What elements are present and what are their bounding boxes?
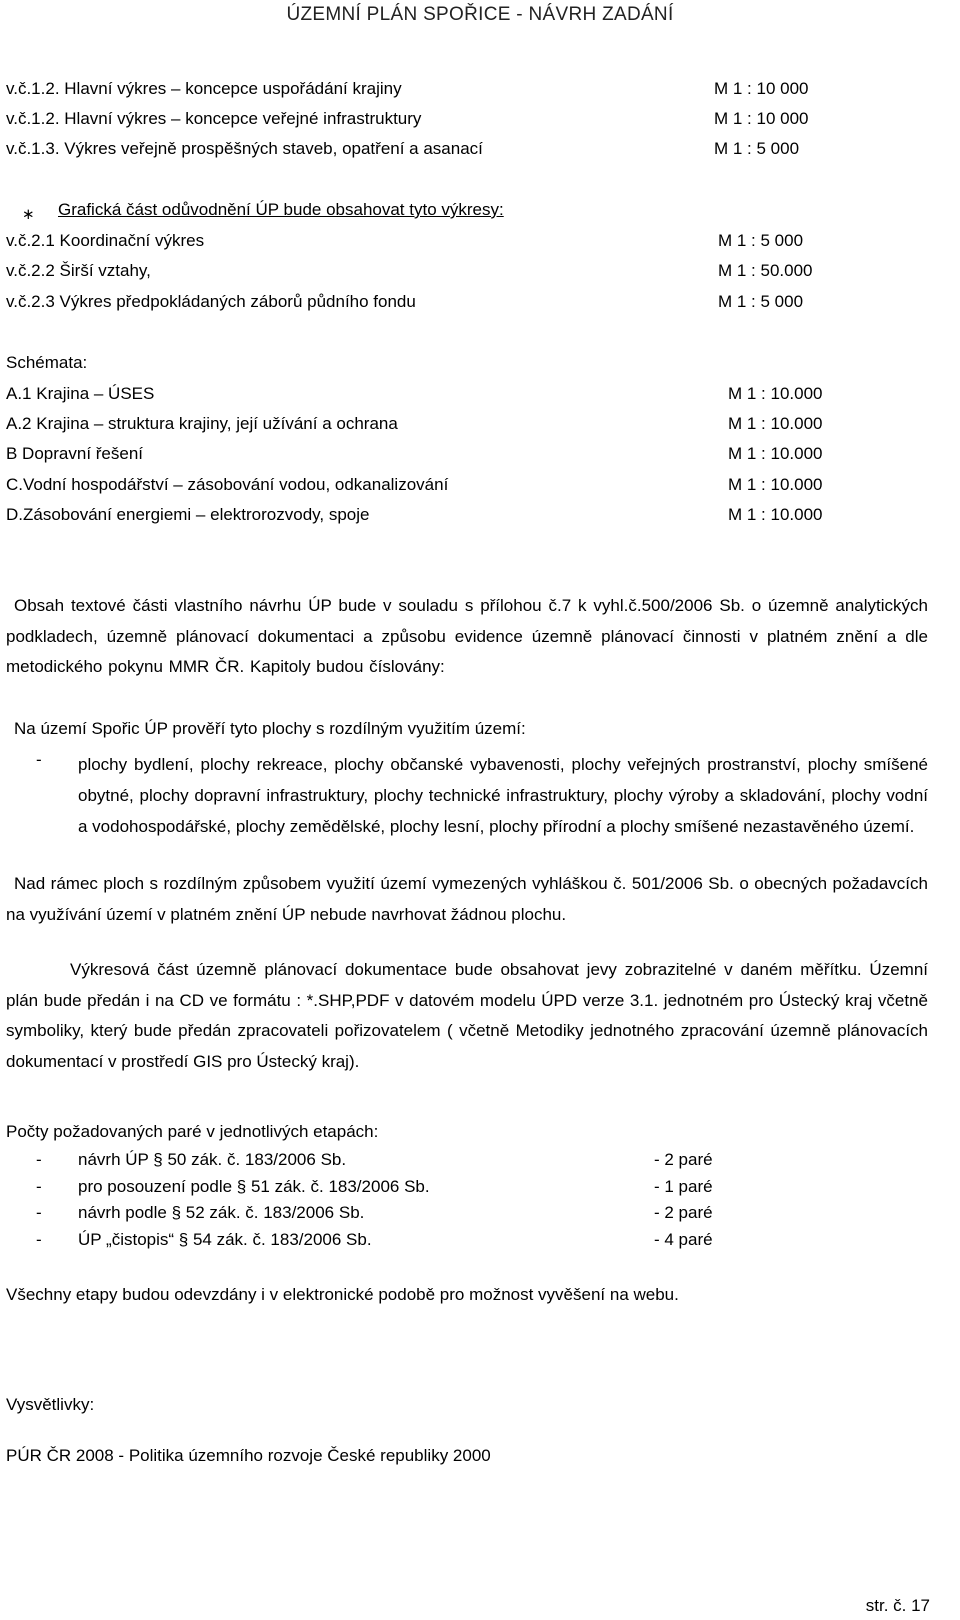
- copies-count: - 1 paré: [654, 1177, 713, 1196]
- drawing-scale: M 1 : 10 000: [714, 79, 809, 98]
- schema-scale: M 1 : 10.000: [728, 414, 823, 433]
- web-note: Všechny etapy budou odevzdány i v elektronické podobě pro možnost vyvěšení na webu.: [6, 1285, 679, 1304]
- list-dash: -: [36, 1230, 42, 1249]
- graphic-label: v.č.2.3 Výkres předpokládaných záborů půdního fondu: [6, 292, 416, 311]
- schema-label: D.Zásobování energiemi – elektrorozvody, spoje: [6, 505, 370, 524]
- schema-row: [6, 475, 906, 499]
- list-dash: -: [36, 1177, 42, 1196]
- graphic-label: v.č.2.1 Koordinační výkres: [6, 231, 205, 250]
- graphic-label: v.č.2.2 Širší vztahy,: [6, 261, 151, 280]
- graphic-scale: M 1 : 5 000: [718, 292, 804, 311]
- explanations-item: PÚR ČR 2008 - Politika územního rozvoje České republiky 2000: [6, 1446, 491, 1465]
- copies-stage: ÚP „čistopis“ § 54 zák. č. 183/2006 Sb.: [78, 1230, 372, 1249]
- areas-intro: Na území Spořic ÚP prověří tyto plochy s rozdílným využitím území:: [14, 719, 526, 738]
- schema-row: [6, 444, 906, 468]
- drawing-label: v.č.1.2. Hlavní výkres – koncepce veřejné infrastruktury: [6, 109, 422, 128]
- graphic-scale: M 1 : 5 000: [718, 231, 804, 250]
- drawing-part-paragraph: Výkresová část územně plánovací dokumentace bude obsahovat jevy zobrazitelné v daném měřítku. Územní plán bude předán i na CD ve formátu : *.SHP,PDF v datovém modelu ÚPD verze 3.1. jednotném pro Ústecký kraj včetně symboliky, který bude předán zpracovateli pořizovatelem ( včetně Metodiky jednotného zpracování územně plánovacích dokumentací v prostředí GIS pro Ústecký kraj).: [6, 960, 928, 1071]
- schema-scale: M 1 : 10.000: [728, 505, 823, 524]
- explanations-heading: Vysvětlivky:: [6, 1395, 95, 1414]
- page-number: str. č. 17: [865, 1596, 930, 1615]
- drawing-row: [6, 139, 906, 163]
- list-dash: -: [36, 1203, 42, 1222]
- drawing-label: v.č.1.2. Hlavní výkres – koncepce uspořádání krajiny: [6, 79, 402, 98]
- drawing-row: [6, 109, 906, 133]
- schema-label: B Dopravní řešení: [6, 444, 144, 463]
- drawing-scale: M 1 : 10 000: [714, 109, 809, 128]
- drawing-scale: M 1 : 5 000: [714, 139, 800, 158]
- copies-heading: Počty požadovaných paré v jednotlivých etapách:: [6, 1122, 379, 1141]
- copies-row: [6, 1230, 906, 1256]
- copies-count: - 4 paré: [654, 1230, 713, 1249]
- areas-beyond-paragraph: Nad rámec ploch s rozdílným způsobem využití území vymezených vyhláškou č. 501/2006 Sb. o obecných požadavcích na využívání území v platném znění ÚP nebude navrhovat žádnou plochu.: [6, 874, 928, 924]
- graphic-row: [6, 292, 906, 316]
- drawing-label: v.č.1.3. Výkres veřejně prospěšných staveb, opatření a asanací: [6, 139, 483, 158]
- schemata-heading: Schémata:: [6, 353, 88, 372]
- copies-count: - 2 paré: [654, 1203, 713, 1222]
- asterisk-bullet-icon: ∗: [22, 206, 35, 223]
- schema-scale: M 1 : 10.000: [728, 475, 823, 494]
- copies-stage: návrh podle § 52 zák. č. 183/2006 Sb.: [78, 1203, 365, 1222]
- copies-row: [6, 1177, 906, 1203]
- schema-row: [6, 505, 906, 529]
- schema-row: [6, 384, 906, 408]
- list-dash: -: [36, 1150, 42, 1169]
- drawing-row: [6, 79, 906, 103]
- text-content-paragraph: Obsah textové části vlastního návrhu ÚP bude v souladu s přílohou č.7 k vyhl.č.500/2006 Sb. o územně analytických podkladech, územně plánovací dokumentaci a způsobu evidence územně plánovací činnosti v platném znění a dle metodického pokynu MMR ČR. Kapitoly budou číslovány:: [6, 596, 928, 676]
- schema-label: A.2 Krajina – struktura krajiny, její užívání a ochrana: [6, 414, 398, 433]
- schema-label: C.Vodní hospodářství – zásobování vodou, odkanalizování: [6, 475, 449, 494]
- copies-row: [6, 1150, 906, 1176]
- schema-label: A.1 Krajina – ÚSES: [6, 384, 155, 403]
- list-dash: -: [36, 750, 42, 769]
- graphic-row: [6, 231, 906, 255]
- copies-stage: pro posouzení podle § 51 zák. č. 183/2006 Sb.: [78, 1177, 430, 1196]
- page-header: ÚZEMNÍ PLÁN SPOŘICE - NÁVRH ZADÁNÍ: [286, 4, 674, 25]
- schema-scale: M 1 : 10.000: [728, 444, 823, 463]
- copies-stage: návrh ÚP § 50 zák. č. 183/2006 Sb.: [78, 1150, 347, 1169]
- copies-count: - 2 paré: [654, 1150, 713, 1169]
- schema-scale: M 1 : 10.000: [728, 384, 823, 403]
- areas-list-text: plochy bydlení, plochy rekreace, plochy občanské vybavenosti, plochy veřejných prostranství, plochy smíšené obytné, plochy dopravní infrastruktury, plochy technické infrastruktury, plochy výroby a skladování, plochy vodní a vodohospodářské, plochy zemědělské, plochy lesní, plochy přírodní a plochy smíšené nezastavěného území.: [78, 755, 928, 836]
- graphic-section-heading: Grafická část odůvodnění ÚP bude obsahovat tyto výkresy:: [58, 200, 504, 219]
- graphic-row: [6, 261, 906, 285]
- copies-row: [6, 1203, 906, 1229]
- schema-row: [6, 414, 906, 438]
- graphic-scale: M 1 : 50.000: [718, 261, 813, 280]
